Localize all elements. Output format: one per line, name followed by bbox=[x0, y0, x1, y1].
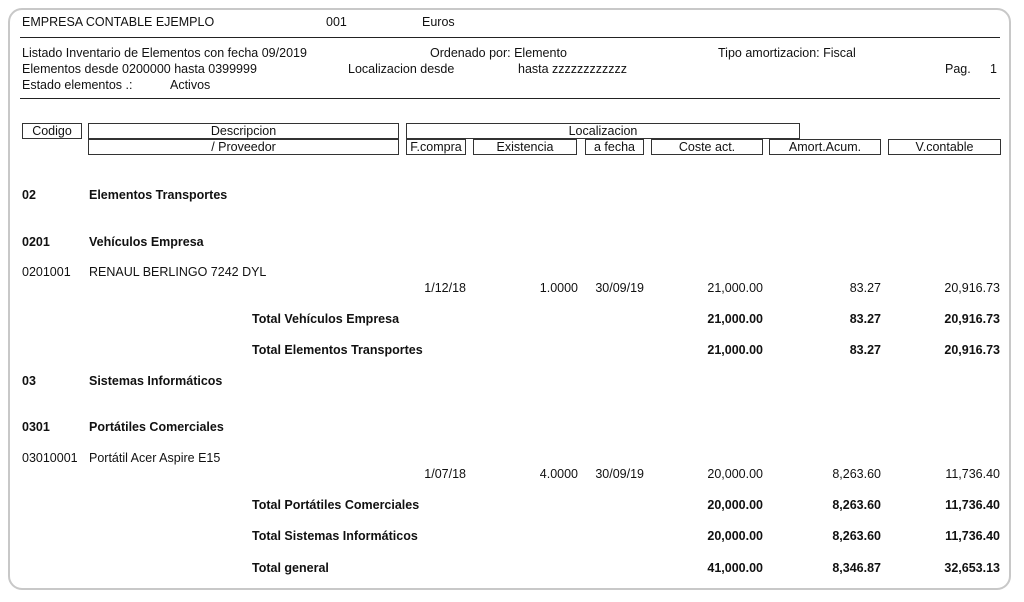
group-total-label: Total Sistemas Informáticos bbox=[252, 529, 418, 543]
grand-total-book-value: 32,653.13 bbox=[944, 561, 1000, 575]
grand-total-amortization: 8,346.87 bbox=[832, 561, 881, 575]
item-book-value: 20,916.73 bbox=[944, 281, 1000, 295]
group-total-amortization: 83.27 bbox=[849, 343, 881, 357]
item-stock: 4.0000 bbox=[539, 467, 578, 481]
item-name: Portátil Acer Aspire E15 bbox=[89, 451, 221, 465]
col-afecha: a fecha bbox=[585, 139, 644, 155]
item-book-value: 11,736.40 bbox=[945, 467, 1000, 481]
subgroup-name: Portátiles Comerciales bbox=[89, 420, 224, 434]
status-value: Activos bbox=[170, 78, 211, 92]
location-from: Localizacion desde bbox=[348, 62, 455, 76]
header-divider-2 bbox=[20, 98, 1000, 99]
col-descripcion: Descripcion bbox=[88, 123, 399, 139]
currency: Euros bbox=[422, 15, 455, 29]
listing-title: Listado Inventario de Elementos con fecha 09/2019 bbox=[22, 46, 307, 60]
subtotal-label: Total Vehículos Empresa bbox=[252, 312, 400, 326]
group-total-book-value: 11,736.40 bbox=[945, 529, 1000, 543]
item-amortization: 8,263.60 bbox=[832, 467, 881, 481]
item-purchase-date: 1/07/18 bbox=[424, 467, 466, 481]
elements-range: Elementos desde 0200000 hasta 0399999 bbox=[22, 62, 257, 76]
subtotal-cost: 20,000.00 bbox=[707, 498, 763, 512]
subtotal-amortization: 8,263.60 bbox=[832, 498, 881, 512]
subtotal-book-value: 11,736.40 bbox=[945, 498, 1000, 512]
col-coste: Coste act. bbox=[651, 139, 763, 155]
page-number: 1 bbox=[990, 62, 997, 76]
col-proveedor: / Proveedor bbox=[88, 139, 399, 155]
group-name: Sistemas Informáticos bbox=[89, 374, 223, 388]
group-total-cost: 21,000.00 bbox=[707, 343, 763, 357]
group-total-amortization: 8,263.60 bbox=[832, 529, 881, 543]
item-date: 30/09/19 bbox=[595, 467, 644, 481]
group-name: Elementos Transportes bbox=[89, 188, 228, 202]
page-label: Pag. bbox=[945, 62, 971, 76]
item-stock: 1.0000 bbox=[539, 281, 578, 295]
group-code: 03 bbox=[22, 374, 36, 388]
col-vcontable: V.contable bbox=[888, 139, 1001, 155]
ordered-by: Ordenado por: Elemento bbox=[430, 46, 567, 60]
company-code: 001 bbox=[326, 15, 347, 29]
item-code: 03010001 bbox=[22, 451, 78, 465]
group-total-cost: 20,000.00 bbox=[707, 529, 763, 543]
item-purchase-date: 1/12/18 bbox=[424, 281, 466, 295]
col-localizacion: Localizacion bbox=[406, 123, 800, 139]
subtotal-amortization: 83.27 bbox=[849, 312, 881, 326]
col-codigo: Codigo bbox=[22, 123, 82, 139]
item-amortization: 83.27 bbox=[849, 281, 881, 295]
subgroup-name: Vehículos Empresa bbox=[89, 235, 204, 249]
header-divider bbox=[20, 37, 1000, 38]
subtotal-cost: 21,000.00 bbox=[707, 312, 763, 326]
item-code: 0201001 bbox=[22, 265, 71, 279]
item-date: 30/09/19 bbox=[595, 281, 644, 295]
col-existencia: Existencia bbox=[473, 139, 577, 155]
amortization-type: Tipo amortizacion: Fiscal bbox=[718, 46, 856, 60]
subgroup-code: 0201 bbox=[22, 235, 50, 249]
subtotal-book-value: 20,916.73 bbox=[944, 312, 1000, 326]
grand-total-label: Total general bbox=[252, 561, 329, 575]
group-total-book-value: 20,916.73 bbox=[944, 343, 1000, 357]
subtotal-label: Total Portátiles Comerciales bbox=[252, 498, 420, 512]
col-fcompra: F.compra bbox=[406, 139, 466, 155]
item-name: RENAUL BERLINGO 7242 DYL bbox=[89, 265, 267, 279]
col-amort: Amort.Acum. bbox=[769, 139, 881, 155]
status-label: Estado elementos .: bbox=[22, 78, 133, 92]
location-to: hasta zzzzzzzzzzzz bbox=[518, 62, 628, 76]
group-total-label: Total Elementos Transportes bbox=[252, 343, 423, 357]
item-cost: 20,000.00 bbox=[707, 467, 763, 481]
company-name: EMPRESA CONTABLE EJEMPLO bbox=[22, 15, 215, 29]
item-cost: 21,000.00 bbox=[707, 281, 763, 295]
subgroup-code: 0301 bbox=[22, 420, 50, 434]
group-code: 02 bbox=[22, 188, 36, 202]
grand-total-cost: 41,000.00 bbox=[707, 561, 763, 575]
